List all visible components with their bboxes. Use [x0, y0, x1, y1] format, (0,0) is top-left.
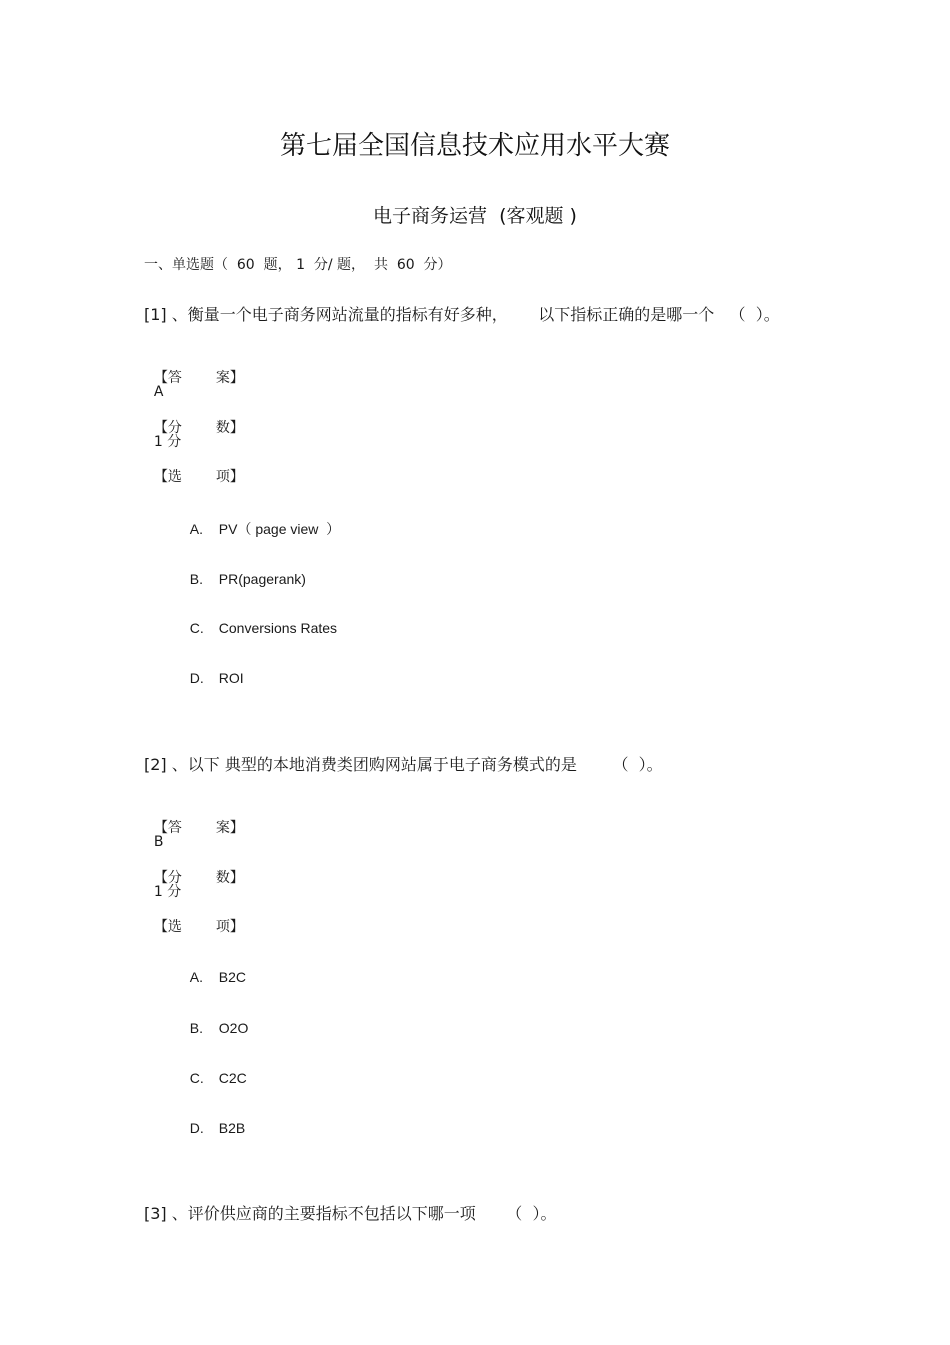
- question-2-option-d: [182, 1107, 245, 1135]
- question-2-answer: B: [153, 834, 164, 850]
- option-letter: D.: [189, 670, 204, 686]
- options-label-close: 项】: [215, 469, 244, 485]
- answer-label-close: 案】: [215, 820, 244, 836]
- score-label-close: 数】: [215, 870, 244, 886]
- question-1-answer: A: [153, 384, 164, 400]
- score-label-open: 【分: [153, 870, 182, 886]
- question-2-option-a: [182, 956, 246, 984]
- document-title: 第七届全国信息技术应用水平大赛: [279, 131, 670, 161]
- score-label-open: 【分: [153, 420, 182, 436]
- question-1-option-c: [182, 607, 337, 635]
- question-2-options-label: [145, 906, 244, 934]
- answer-label-open: 【答: [153, 820, 182, 836]
- options-label-open: 【选: [153, 469, 182, 485]
- option-letter: A.: [189, 969, 204, 985]
- option-text: PR(pagerank): [218, 571, 306, 587]
- question-2-score-row: [145, 857, 244, 899]
- document-subtitle: 电子商务运营 (客观题 ): [373, 205, 577, 227]
- question-1-options-label: [145, 456, 244, 484]
- option-letter: B.: [189, 1020, 204, 1036]
- question-1-score-row: [145, 407, 244, 449]
- option-text: B2C: [218, 969, 247, 985]
- options-label-open: 【选: [153, 919, 182, 935]
- answer-label-close: 案】: [215, 370, 244, 386]
- question-1-option-b: [182, 558, 306, 586]
- question-1-option-d: [182, 657, 244, 685]
- option-letter: C.: [189, 620, 204, 636]
- answer-label-open: 【答: [153, 370, 182, 386]
- question-2-score: 1 分: [153, 884, 182, 900]
- question-1-score: 1 分: [153, 434, 182, 450]
- options-label-close: 项】: [215, 919, 244, 935]
- question-1-answer-row: [145, 357, 244, 399]
- option-letter: A.: [189, 521, 204, 537]
- section-heading: 一、单选题（ 60 题， 1 分/ 题， 共 60 分）: [144, 257, 452, 273]
- option-text: Conversions Rates: [218, 620, 338, 636]
- option-text: ROI: [218, 670, 244, 686]
- question-1-stem: [1] 、衡量一个电子商务网站流量的指标有好多种， 以下指标正确的是哪一个 （ ）。: [144, 305, 780, 324]
- question-2-stem: [2] 、以下 典型的本地消费类团购网站属于电子商务模式的是 （ ）。: [144, 755, 663, 774]
- question-2-answer-row: [145, 807, 244, 849]
- option-letter: D.: [189, 1120, 204, 1136]
- option-letter: C.: [189, 1070, 204, 1086]
- question-3-stem: [3] 、评价供应商的主要指标不包括以下哪一项 （ ）。: [144, 1204, 557, 1223]
- option-letter: B.: [189, 571, 204, 587]
- question-2-option-c: [182, 1057, 247, 1085]
- question-1-option-a: [182, 508, 340, 536]
- option-text: O2O: [218, 1020, 249, 1036]
- score-label-close: 数】: [215, 420, 244, 436]
- option-text: C2C: [218, 1070, 247, 1086]
- question-2-option-b: [182, 1007, 248, 1035]
- option-text: B2B: [218, 1120, 246, 1136]
- option-text: PV（ page view ）: [218, 521, 341, 537]
